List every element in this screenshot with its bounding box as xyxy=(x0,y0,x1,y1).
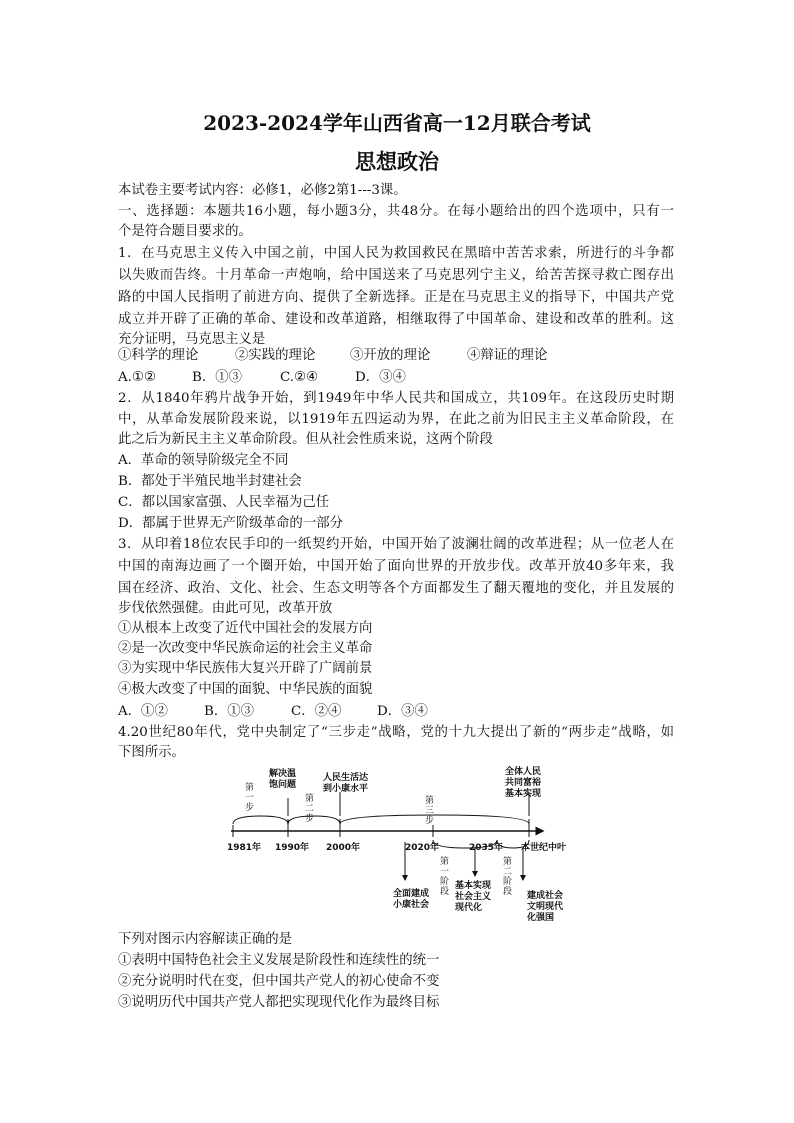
question-4-line: 下图所示。 xyxy=(118,745,185,760)
q3-choice-d: D．③④ xyxy=(377,704,428,719)
q1-item: ②实践的理论 xyxy=(235,348,316,363)
q1-choice-d: D．③④ xyxy=(355,370,406,385)
section-heading-line: 一、选择题：本题共16小题，每小题3分，共48分。在每小题给出的四个选项中，只有一 xyxy=(118,204,674,219)
year-1981: 1981年 xyxy=(227,843,262,853)
two-step-strategy-diagram xyxy=(225,760,575,922)
q1-choice-c: C.②④ xyxy=(280,370,319,385)
q1-item: ①科学的理论 xyxy=(118,348,199,363)
question-4-line: 4.20世纪80年代，党中央制定了“三步走”战略，党的十九大提出了新的“两步走”战略，如 xyxy=(118,725,674,740)
step-2-label: 第二步 xyxy=(305,794,315,824)
question-3-line: 中国的南海边画了一个圈开始，中国开始了面向世界的开放步伐。改革开放40多年来，我 xyxy=(118,559,674,574)
q3-choice-b: B．①③ xyxy=(204,704,255,719)
question-3-line: 步伐依然强健。由此可见，改革开放 xyxy=(118,601,333,616)
q4-item: ①表明中国特色社会主义发展是阶段性和连续性的统一 xyxy=(118,953,440,968)
goal-2-label: 人民生活达到小康水平 xyxy=(323,773,369,794)
question-4-stem: 下列对图示内容解读正确的是 xyxy=(118,932,293,947)
exam-title: 2023-2024学年山西省高一12月联合考试 xyxy=(203,111,591,135)
question-1-line: 成立并开辟了正确的革命、建设和改革道路，相继取得了中国革命、建设和改革的胜利。这 xyxy=(118,312,674,327)
q1-item: ④辩证的理论 xyxy=(467,348,548,363)
q3-item: ①从根本上改变了近代中国社会的发展方向 xyxy=(118,621,373,636)
phase-1-label: 第一阶段 xyxy=(440,857,450,897)
question-1-line: 以失败而告终。十月革命一声炮响，给中国送来了马克思列宁主义，给苦苦探寻救亡图存出 xyxy=(118,268,674,283)
step-3-label: 第三步 xyxy=(425,796,435,826)
outcome-1: 全面建成小康社会 xyxy=(393,889,430,910)
goal-1-label: 解决温饱问题 xyxy=(269,769,297,790)
q4-item: ②充分说明时代在变，但中国共产党人的初心使命不变 xyxy=(118,974,440,989)
year-2000: 2000年 xyxy=(326,843,361,853)
exam-scope: 本试卷主要考试内容：必修1，必修2第1---3课。 xyxy=(118,183,407,198)
year-2020: 2020年 xyxy=(405,843,440,853)
goal-3-label: 全体人民共同富裕基本实现 xyxy=(505,767,542,799)
year-2035: 2035年 xyxy=(469,843,504,853)
question-3-line: 国在经济、政治、文化、社会、生态文明等各个方面都发生了翻天覆地的变化，并且发展的 xyxy=(118,581,674,596)
section-heading-line: 个是符合题目要求的。 xyxy=(118,224,252,239)
question-2-line: 中，从革命发展阶段来说，以1919年五四运动为界，在此之前为旧民主主义革命阶段，在 xyxy=(118,412,674,427)
q3-choice-c: C．②④ xyxy=(291,704,342,719)
q2-option-d: D．都属于世界无产阶级革命的一部分 xyxy=(118,516,343,531)
year-mid-century: 本世纪中叶 xyxy=(521,843,567,853)
question-2-line: 2．从1840年鸦片战争开始，到1949年中华人民共和国成立，共109年。在这段历史时期 xyxy=(118,391,674,406)
phase-2-label: 第二阶段 xyxy=(503,857,513,897)
q3-choice-a: A．①② xyxy=(118,704,168,719)
outcome-3: 建成社会文明现代化强国 xyxy=(527,891,564,922)
question-1-line: 充分证明，马克思主义是 xyxy=(118,332,266,347)
question-1-line: 路的中国人民指明了前进方向、提供了全新选择。正是在马克思主义的指导下，中国共产党 xyxy=(118,290,674,305)
q3-item: ③为实现中华民族伟大复兴开辟了广阔前景 xyxy=(118,661,373,676)
q1-choice-a: A.①② xyxy=(118,370,156,385)
q3-item: ④极大改变了中国的面貌、中华民族的面貌 xyxy=(118,682,373,697)
q3-item: ②是一次改变中华民族命运的社会主义革命 xyxy=(118,641,373,656)
question-3-line: 3．从印着18位农民手印的一纸契约开始，中国开始了波澜壮阔的改革进程；从一位老人在 xyxy=(118,537,674,552)
q2-option-b: B．都处于半殖民地半封建社会 xyxy=(118,474,302,489)
outcome-2: 基本实现社会主义现代化 xyxy=(455,881,492,913)
q1-item: ③开放的理论 xyxy=(350,348,431,363)
question-2-line: 此之后为新民主主义革命阶段。但从社会性质来说，这两个阶段 xyxy=(118,432,493,447)
q1-choice-b: B．①③ xyxy=(192,370,243,385)
subject-title: 思想政治 xyxy=(355,149,439,174)
q2-option-c: C．都以国家富强、人民幸福为己任 xyxy=(118,495,330,510)
q4-item: ③说明历代中国共产党人都把实现现代化作为最终目标 xyxy=(118,995,440,1010)
question-1-line: 1．在马克思主义传入中国之前，中国人民为救国救民在黑暗中苦苦求索，所进行的斗争都 xyxy=(118,246,674,261)
step-1-label: 第一步 xyxy=(245,783,255,813)
q2-option-a: A．革命的领导阶级完全不同 xyxy=(118,453,289,468)
year-1990: 1990年 xyxy=(275,843,310,853)
